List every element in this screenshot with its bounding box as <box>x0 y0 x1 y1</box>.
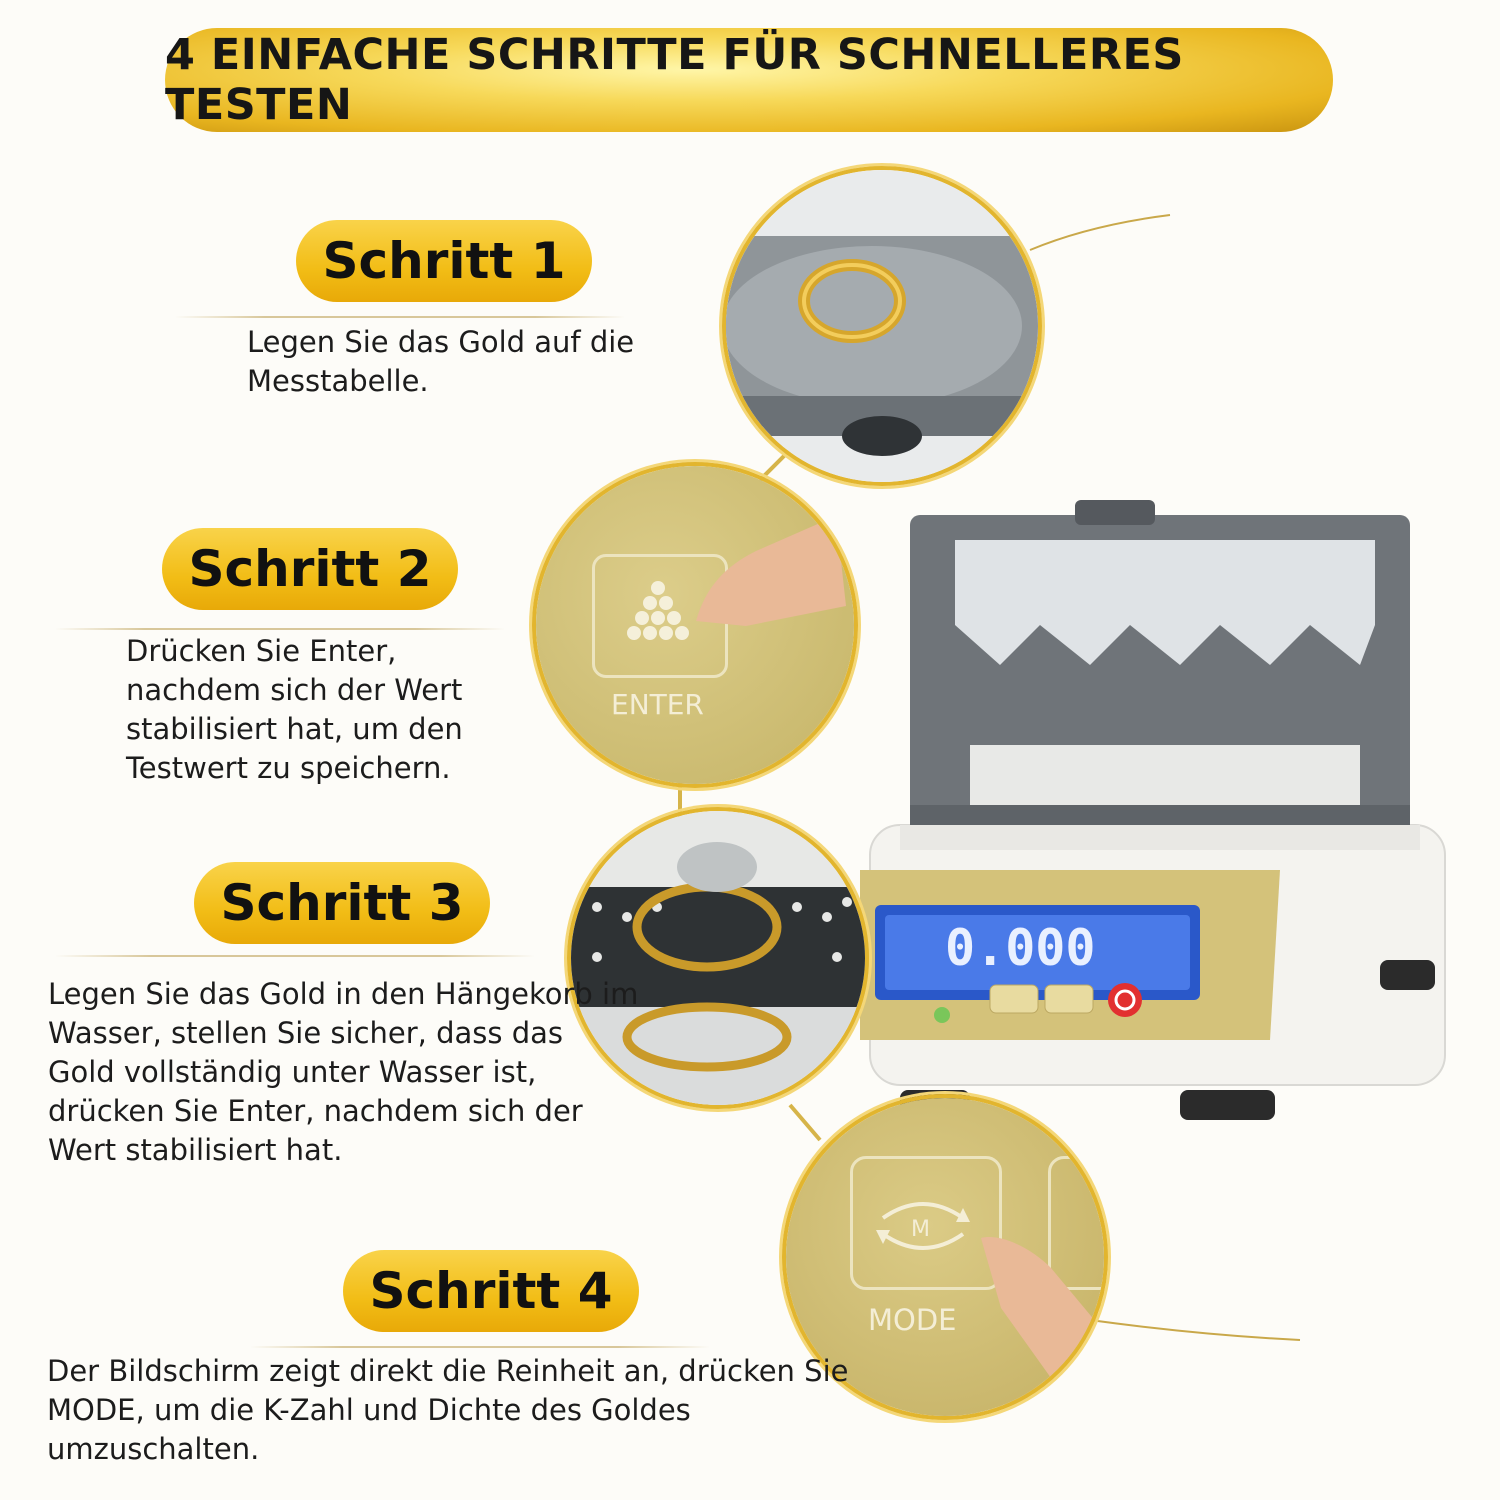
step-4-badge <box>343 1250 639 1332</box>
step-1-label: Schritt 1 <box>322 232 566 290</box>
step-1-badge <box>296 220 592 302</box>
step-2-divider <box>55 628 505 630</box>
step-4-text: Der Bildschirm zeigt direkt die Reinheit an, drücken Sie MODE, um die K-Zahl und Dichte des Goldes umzuschalten. <box>47 1354 849 1466</box>
step-3-badge <box>194 862 490 944</box>
step-3-text: Legen Sie das Gold in den Hängekorb im Wasser, stellen Sie sicher, dass das Gold vollständig unter Wasser ist, drücken Sie Enter, nachdem sich der Wert stabilisiert hat. <box>48 977 639 1167</box>
header-banner <box>165 28 1333 132</box>
mode-label: MODE <box>868 1303 957 1337</box>
step-2-text: Drücken Sie Enter, nachdem sich der Wert stabilisiert hat, um den Testwert zu speichern. <box>126 634 463 785</box>
header-title: 4 EINFACHE SCHRITTE FÜR SCHNELLERES TESTEN <box>165 30 1184 130</box>
step-1-closeup <box>722 166 1042 486</box>
step-1-text: Legen Sie das Gold auf die Messtabelle. <box>247 325 635 398</box>
step-4-divider <box>250 1346 710 1348</box>
step-4-label: Schritt 4 <box>369 1262 613 1320</box>
step-2-badge <box>162 528 458 610</box>
step-1-divider <box>175 316 625 318</box>
step-3-label: Schritt 3 <box>220 874 464 932</box>
display-readout: 0.000 <box>945 919 1096 977</box>
step-2-closeup <box>532 462 858 788</box>
finger-icon <box>686 496 846 636</box>
step-2-label: Schritt 2 <box>188 540 432 598</box>
step-3-divider <box>55 955 535 957</box>
finger-icon <box>961 1228 1101 1378</box>
bracelet-on-plate-image <box>722 166 1042 486</box>
mode-symbol: M <box>911 1217 930 1242</box>
density-tester-device <box>860 495 1460 1135</box>
enter-label: ENTER <box>611 688 704 721</box>
